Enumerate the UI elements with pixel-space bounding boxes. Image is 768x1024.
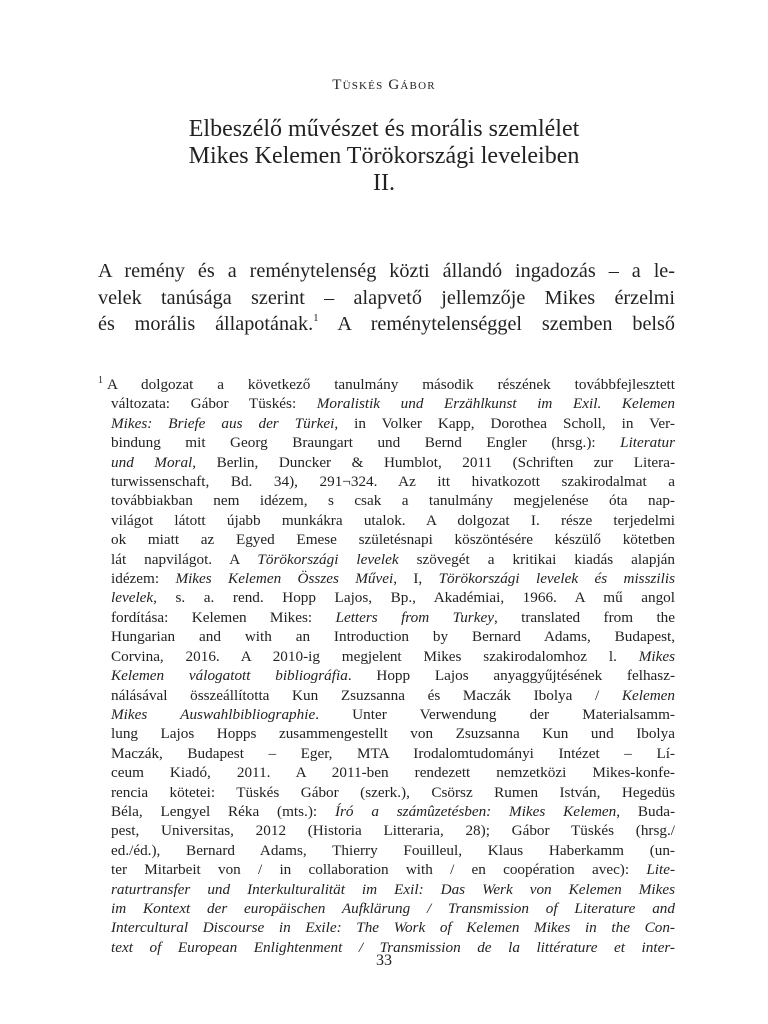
footnote-text: , Berlin, Duncker & Humblot, 2011 (Schriften zur Litera- xyxy=(192,453,676,471)
footnote-italic: und Moral xyxy=(111,453,193,471)
footnote-text: szövegét a kritikai kiadás alapján xyxy=(398,550,675,568)
footnote-italic: Mikes: Briefe aus der Türkei xyxy=(111,414,335,432)
footnote-text: , translated from the xyxy=(493,608,675,626)
footnote-line xyxy=(98,705,675,724)
footnote-line: továbbiakban nem idézem, s csak a tanulmány megjelenése óta nap- xyxy=(111,492,675,510)
footnote-line xyxy=(98,608,675,627)
footnote-italic: im Kontext der europäischen Aufklärung / Transmission of Literature and xyxy=(111,899,675,917)
footnote xyxy=(98,375,675,957)
footnote-line xyxy=(98,802,675,821)
footnote-line xyxy=(98,918,675,937)
footnote-line xyxy=(98,433,675,452)
footnote-italic: Lite- xyxy=(646,861,675,879)
footnote-line: világot látott újabb munkákra utalok. A dolgozat I. része terjedelmi xyxy=(111,511,675,529)
footnote-italic: Törökországi levelek és misszilis xyxy=(438,570,675,588)
footnote-text: idézem: xyxy=(111,570,176,588)
footnote-text: . Unter Verwendung der Materialsamm- xyxy=(315,705,675,723)
footnote-reference[interactable]: 1 xyxy=(313,312,319,325)
body-text-segment: és morális állapotának. xyxy=(98,313,314,335)
article-title xyxy=(0,116,768,197)
footnote-line: Maczák, Budapest – Eger, MTA Irodalomtudományi Intézet – Lí- xyxy=(111,744,675,762)
footnote-text: , Buda- xyxy=(616,802,675,820)
footnote-italic: Mikes Kelemen Összes Művei xyxy=(175,570,394,588)
footnote-text: nálásával összeállította Kun Zsuzsanna és Maczák Ibolya / xyxy=(111,686,622,704)
footnote-text: . Hopp Lajos anyaggyűjtésének felhasz- xyxy=(347,667,675,685)
footnote-text: Corvina, 2016. A 2010-ig megjelent Mikes szakirodalomhoz l. xyxy=(111,647,639,665)
footnote-line: turwissenschaft, Bd. 34), 291¬324. Az itt hivatkozott szakirodalmat a xyxy=(111,473,675,491)
footnote-italic: Író a számûzetésben: Mikes Kelemen xyxy=(334,802,617,820)
footnote-text: , s. a. rend. Hopp Lajos, Bp., Akadémiai, 1966. A mű angol xyxy=(153,589,675,607)
footnote-text: , in Volker Kapp, Dorothea Scholl, in Ver- xyxy=(334,414,675,432)
footnote-italic: Mikes xyxy=(638,647,675,665)
title-line-3: II. xyxy=(373,170,395,196)
footnote-italic: Letters from Turkey xyxy=(335,608,494,626)
body-paragraph xyxy=(98,258,675,338)
footnote-text: fordítása: Kelemen Mikes: xyxy=(111,608,336,626)
footnote-line xyxy=(98,647,675,666)
author-name: Tüskés Gábor xyxy=(332,77,436,93)
footnote-line: pest, Universitas, 2012 (Historia Litteraria, 28); Gábor Tüskés (hrsg./ xyxy=(111,822,675,840)
footnote-text: változata: Gábor Tüskés: xyxy=(111,395,317,413)
footnote-text: ter Mitarbeit von / in collaboration with / en coopération avec): xyxy=(111,861,647,879)
footnote-line xyxy=(98,588,675,607)
footnote-italic: Mikes Auswahlbibliographie xyxy=(111,705,316,723)
footnote-italic: Törökországi levelek xyxy=(257,550,399,568)
footnote-mark: 1 xyxy=(98,374,103,386)
footnote-text: , I, xyxy=(393,570,439,588)
title-line-2: Mikes Kelemen Törökországi leveleiben xyxy=(188,143,580,169)
footnote-line: ok miatt az Egyed Emese születésnapi köszöntésére készülő kötetben xyxy=(111,531,675,549)
footnote-italic: levelek xyxy=(111,589,154,607)
footnote-italic: Literatur xyxy=(620,434,675,452)
body-line: velek tanúsága szerint – alapvető jellemzője Mikes érzelmi xyxy=(98,286,675,309)
footnote-line xyxy=(98,686,675,705)
footnote-line: Hungarian and with an Introduction by Bernard Adams, Budapest, xyxy=(111,628,675,646)
footnote-italic: Moralistik und Erzählkunst im Exil. Kelemen xyxy=(316,395,675,413)
footnote-text: A dolgozat a következő tanulmány második részének továbbfejlesztett xyxy=(107,376,675,393)
footnote-text: lát napvilágot. A xyxy=(111,550,258,568)
footnote-line xyxy=(98,569,675,588)
footnote-italic: Kelemen válogatott bibliográfia xyxy=(111,667,348,685)
footnote-italic: Intercultural Discourse in Exile: The Work of Kelemen Mikes in the Con- xyxy=(111,919,675,937)
page-number: 33 xyxy=(376,952,392,969)
body-line xyxy=(98,311,675,338)
footnote-line xyxy=(98,453,675,472)
footnote-line xyxy=(98,880,675,899)
footnote-line xyxy=(98,860,675,879)
footnote-line xyxy=(98,550,675,569)
footnote-italic: Kelemen xyxy=(621,686,675,704)
footnote-line xyxy=(98,375,675,394)
footnote-line: ceum Kiadó, 2011. A 2011-ben rendezett nemzetközi Mikes-konfe- xyxy=(111,764,675,782)
footnote-line xyxy=(98,666,675,685)
footnote-text: Béla, Lengyel Réka (mts.): xyxy=(111,802,335,820)
footnote-line: ed./éd.), Bernard Adams, Thierry Fouilleul, Klaus Haberkamm (un- xyxy=(111,841,675,859)
footnote-line xyxy=(98,899,675,918)
footnote-text: bindung mit Georg Braungart und Bernd Engler (hrsg.): xyxy=(111,434,621,452)
footnote-line xyxy=(98,394,675,413)
footnote-italic: raturtransfer und Interkulturalität im Exil: Das Werk von Kelemen Mikes xyxy=(111,880,675,898)
footnote-line: rencia kötetei: Tüskés Gábor (szerk.), Csörsz Rumen István, Hegedüs xyxy=(111,783,675,801)
footnote-italic: text of European Enlightenment / Transmission de la littérature et inter- xyxy=(111,938,675,956)
footnote-line: lung Lajos Hopps zusammengestellt von Zsuzsanna Kun und Ibolya xyxy=(111,725,675,743)
title-line-1: Elbeszélő művészet és morális szemlélet xyxy=(188,116,580,142)
body-text-segment: A reménytelenséggel szemben belső xyxy=(318,313,675,335)
footnote-line xyxy=(98,414,675,433)
body-line: A remény és a reménytelenség közti állandó ingadozás – a le- xyxy=(98,260,675,282)
